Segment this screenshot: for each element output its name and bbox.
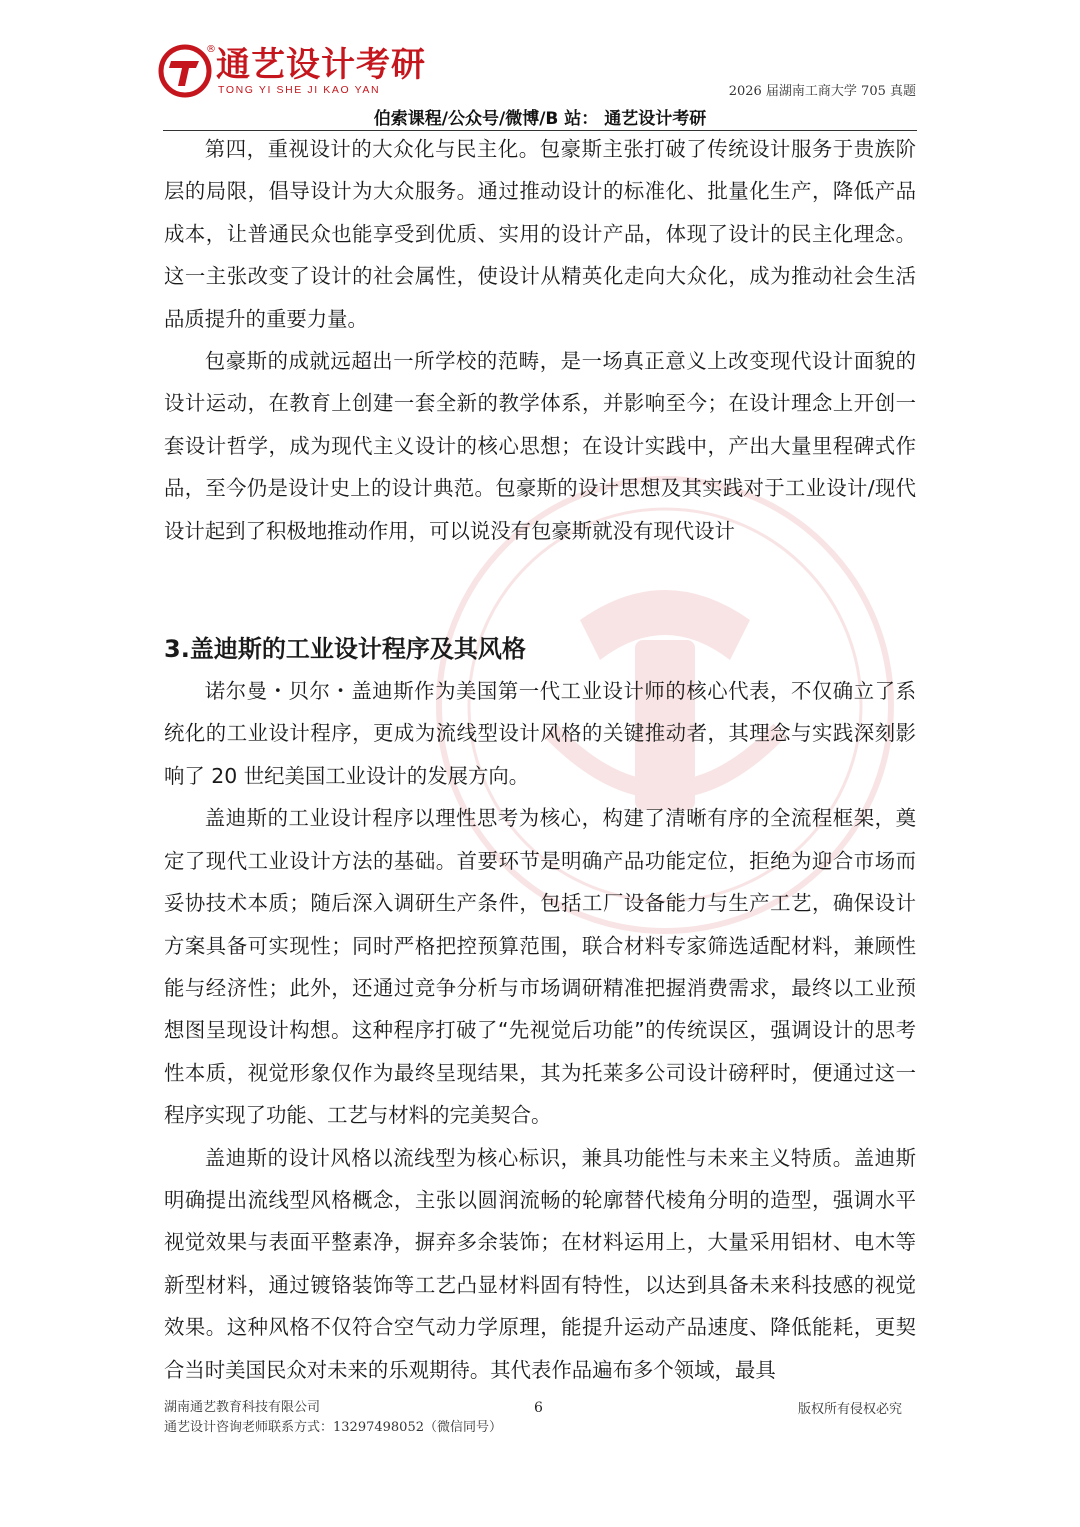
exam-title: 2026 届湖南工商大学 705 真题 [728,84,916,99]
footer-copyright: 版权所有侵权必究 [797,1402,902,1417]
registered-mark: ® [206,44,216,55]
paragraph: 盖迪斯的设计风格以流线型为核心标识，兼具功能性与未来主义特质。盖迪斯明确提出流线型风格概念，主张以圆润流畅的轮廓替代棱角分明的造型，强调水平视觉效果与表面平整素净，摒弃多余装饰；在材料运用上，大量采用铝材、电木等新型材料，通过镀铬装饰等工艺凸显材料固有特性，以达到具备未来科技感的视觉效果。这种风格不仅符合空气动力学原理，能提升运动产品速度、降低能耗，更契合当时美国民众对未来的乐观期待。其代表作品遍布多个领域，最具 [164,1145,916,1382]
paragraph: 盖迪斯的工业设计程序以理性思考为核心，构建了清晰有序的全流程框架，奠定了现代工业设计方法的基础。首要环节是明确产品功能定位，拒绝为迎合市场而妥协技术本质；随后深入调研生产条件，包括工厂设备能力与生产工艺，确保设计方案具备可实现性；同时严格把控预算范围，联合材料专家筛选适配材料，兼顾性能与经济性；此外，还通过竞争分析与市场调研精准把握消费需求，最终以工业预想图呈现设计构想。这种程序打破了“先视觉后功能”的传统误区，强调设计的思考性本质，视觉形象仅作为最终呈现结果，其为托莱多公司设计磅秤时，便通过这一程序实现了功能、工艺与材料的完美契合。 [164,806,916,1128]
page-number: 6 [534,1400,543,1416]
paragraph: 包豪斯的成就远超出一所学校的范畴，是一场真正意义上改变现代设计面貌的设计运动，在教育上创建一套全新的教学体系，并影响至今；在设计理念上开创一套设计哲学，成为现代主义设计的核心思想；在设计实践中，产出大量里程碑式作品，至今仍是设计史上的设计典范。包豪斯的设计思想及其实践对于工业设计/现代设计起到了积极地推动作用，可以说没有包豪斯就没有现代设计 [164,349,916,543]
logo-english-text: TONG YI SHE JI KAO YAN [218,84,381,96]
paragraph: 诺尔曼・贝尔・盖迪斯作为美国第一代工业设计师的核心代表，不仅确立了系统化的工业设计程序，更成为流线型设计风格的关键推动者，其理念与实践深刻影响了 20 世纪美国工业设计的发展方向。 [164,679,916,788]
channels-line: 伯索课程/公众号/微博/B 站： 通艺设计考研 [373,109,707,129]
logo-mark-icon [158,44,212,98]
footer-company: 湖南通艺教育科技有限公司 [164,1400,321,1415]
footer-left [164,1398,502,1438]
logo-text: 通艺设计考研 [216,45,426,85]
footer-contact: 通艺设计咨询老师联系方式：13297498052（微信同号） [164,1420,502,1435]
document-body [164,128,916,1391]
section-heading: 3.盖迪斯的工业设计程序及其风格 [164,635,526,664]
paragraph: 第四，重视设计的大众化与民主化。包豪斯主张打破了传统设计服务于贵族阶层的局限，倡导设计为大众服务。通过推动设计的标准化、批量化生产，降低产品成本，让普通民众也能享受到优质、实用的设计产品，体现了设计的民主化理念。这一主张改变了设计的社会属性，使设计从精英化走向大众化，成为推动社会生活品质提升的重要力量。 [164,137,916,331]
brand-logo [158,44,426,102]
